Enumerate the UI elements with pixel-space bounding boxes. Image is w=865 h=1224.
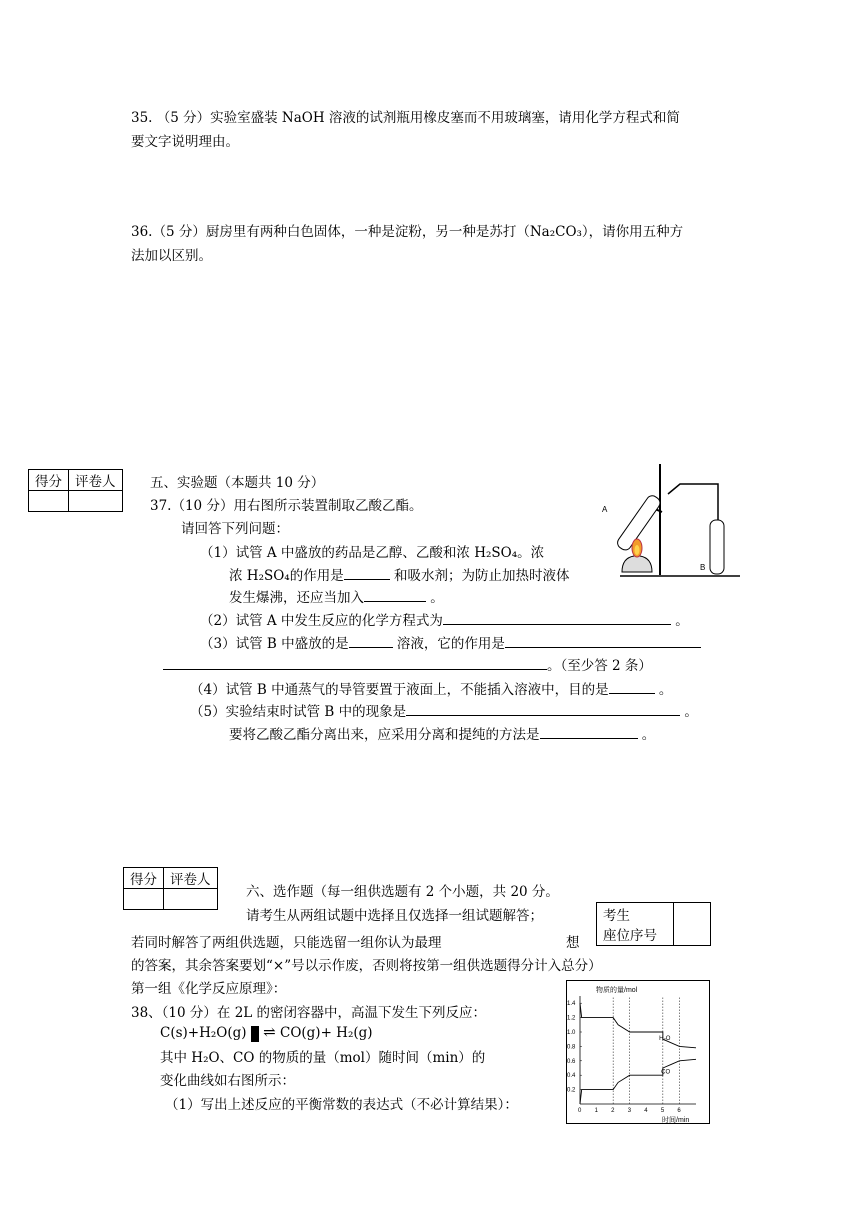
q37-p4-1: （4）试管 B 中通蒸气的导管要置于液面上，不能插入溶液中，目的是 <box>190 682 609 698</box>
q37-p1-b2: 和吸水剂；为防止加热时液体 <box>394 568 570 584</box>
seat-label-cell <box>597 903 674 946</box>
q37-p4 <box>190 678 672 698</box>
q38-eq-left: C(s)+H₂O(g) <box>160 1025 247 1041</box>
q37-p4-2: 。 <box>658 682 673 698</box>
series-label: H₂O <box>659 1035 671 1042</box>
blank-anti-bumping[interactable] <box>364 587 426 602</box>
chart-title: 物质的量/mol <box>596 987 638 994</box>
blank-separation[interactable] <box>540 724 638 739</box>
q35-line2: 要文字说明理由。 <box>131 134 239 150</box>
q35-line1: 35. （5 分）实验室盛装 NaOH 溶液的试剂瓶用橡皮塞而不用玻璃塞，请用化学方程式和简 <box>131 110 680 126</box>
q37-p3-2: 溶液，它的作用是 <box>396 636 505 652</box>
blank-purpose[interactable] <box>609 679 655 694</box>
q38-line2: 其中 H₂O、CO 的物质的量（mol）随时间（min）的 <box>160 1050 486 1066</box>
x-tick-label: 3 <box>627 1108 632 1114</box>
q38-line4: （1）写出上述反应的平衡常数的表达式（不必计算结果）： <box>165 1097 518 1113</box>
score-cell-2[interactable] <box>124 889 164 910</box>
q37-p1-c2: 。 <box>430 590 444 606</box>
q37-p5-4: 。 <box>641 727 656 743</box>
blank-role-b-cont[interactable] <box>163 655 547 670</box>
test-tube-b-icon <box>710 520 724 574</box>
q37-p5-1: （5）实验结束时试管 B 中的现象是 <box>190 704 407 720</box>
blank-solution-b[interactable] <box>349 633 393 648</box>
section6-line2: 请考生从两组试题中选择且仅选择一组试题解答； <box>246 908 543 924</box>
section6-line3a: 若同时解答了两组供选题，只能选留一组你认为最理 <box>131 935 442 951</box>
grader-header: 评卷人 <box>69 470 123 491</box>
section5-heading: 五、实验题（本题共 10 分） <box>150 475 325 491</box>
q38-equation <box>160 1023 373 1042</box>
y-tick-label: 0.8 <box>567 1044 576 1051</box>
score-header-2: 得分 <box>124 868 164 889</box>
blank-h2so4-role[interactable] <box>344 565 390 580</box>
seat-label-1: 考生 <box>603 908 630 924</box>
q37-prompt: 请回答下列问题： <box>181 521 289 537</box>
score-cell[interactable] <box>29 491 69 512</box>
q36-line1: 36.（5 分）厨房里有两种白色固体，一种是淀粉，另一种是苏打（Na₂CO₃），请你用五种方 <box>131 224 684 240</box>
x-tick-label: 2 <box>611 1108 615 1114</box>
seat-label-2: 座位序号 <box>603 928 657 944</box>
y-tick-label: 0.6 <box>567 1058 576 1065</box>
equilibrium-arrow-icon: ⇌ <box>263 1023 276 1041</box>
section6-line3b: 想 <box>566 935 580 951</box>
y-tick-label: 0.4 <box>567 1073 576 1080</box>
grader-cell[interactable] <box>69 491 123 512</box>
q37-p3-1: （3）试管 B 中盛放的是 <box>200 636 349 652</box>
label-b: B <box>700 563 706 572</box>
x-tick-label: 4 <box>644 1108 648 1114</box>
group1-title: 第一组《化学反应原理》： <box>131 981 287 997</box>
y-tick-label: 1.0 <box>567 1030 576 1036</box>
section6-heading: 六、选作题（每一组供选题有 2 个小题，共 20 分。 <box>246 884 559 900</box>
blank-phenomenon[interactable] <box>406 701 680 716</box>
chart-xlabel: 时间/min <box>662 1117 690 1124</box>
score-header: 得分 <box>29 470 69 491</box>
amount-time-chart <box>566 980 710 1124</box>
q37-p1-c1: 发生爆沸，还应当加入 <box>229 590 364 606</box>
y-tick-label: 1.4 <box>567 1001 576 1008</box>
seat-number-box <box>596 902 711 946</box>
q38-line3: 变化曲线如右图所示： <box>160 1073 295 1089</box>
q37-p1-b1: 浓 H₂SO₄的作用是 <box>229 568 344 584</box>
q37-p3 <box>200 632 701 652</box>
q36-line2: 法加以区别。 <box>131 248 212 264</box>
q37-p2 <box>200 609 689 629</box>
score-table <box>28 469 123 512</box>
q37-p3-3: 。（至少答 2 条） <box>547 658 652 674</box>
x-tick-label: 0 <box>578 1108 582 1114</box>
x-tick-label: 1 <box>594 1108 598 1114</box>
q37-p2-1: （2）试管 A 中发生反应的化学方程式为 <box>200 613 443 629</box>
q37-p2-2: 。 <box>675 613 689 629</box>
y-tick-label: 0.2 <box>567 1087 576 1094</box>
q37-title: 37.（10 分）用右图所示装置制取乙酸乙酯。 <box>150 498 423 514</box>
q37-p5-3: 要将乙酸乙酯分离出来，应采用分离和提纯的方法是 <box>229 727 540 743</box>
q37-p5b <box>229 723 655 743</box>
q37-p1-c <box>229 586 444 606</box>
x-tick-label: 6 <box>677 1108 681 1114</box>
grader-header-2: 评卷人 <box>164 868 218 889</box>
q37-p5 <box>190 700 698 720</box>
q37-p1-a: （1）试管 A 中盛放的药品是乙醇、乙酸和浓 H₂SO₄。浓 <box>200 545 545 561</box>
q38-eq-right: CO(g)+ H₂(g) <box>280 1025 373 1041</box>
score-table-2 <box>123 867 218 910</box>
q37-p5-2: 。 <box>684 704 698 720</box>
blank-equation[interactable] <box>443 610 671 625</box>
y-tick-label: 1.2 <box>567 1015 576 1022</box>
grader-cell-2[interactable] <box>164 889 218 910</box>
apparatus-figure <box>600 460 740 585</box>
section6-line4: 的答案，其余答案要划“×”号以示作废，否则将按第一组供选题得分计入总分） <box>131 958 602 974</box>
burner-icon <box>622 556 652 572</box>
eq-mark-icon <box>251 1026 259 1042</box>
seat-number-cell[interactable] <box>674 903 711 946</box>
label-a: A <box>602 505 608 514</box>
series-label: CO <box>661 1069 671 1076</box>
q37-p1-b <box>229 564 570 584</box>
blank-role-b[interactable] <box>505 633 701 648</box>
q38-line1: 38、（10 分）在 2L 的密闭容器中，高温下发生下列反应： <box>131 1005 487 1021</box>
x-tick-label: 5 <box>660 1108 665 1114</box>
q37-p3-cont <box>163 654 652 674</box>
